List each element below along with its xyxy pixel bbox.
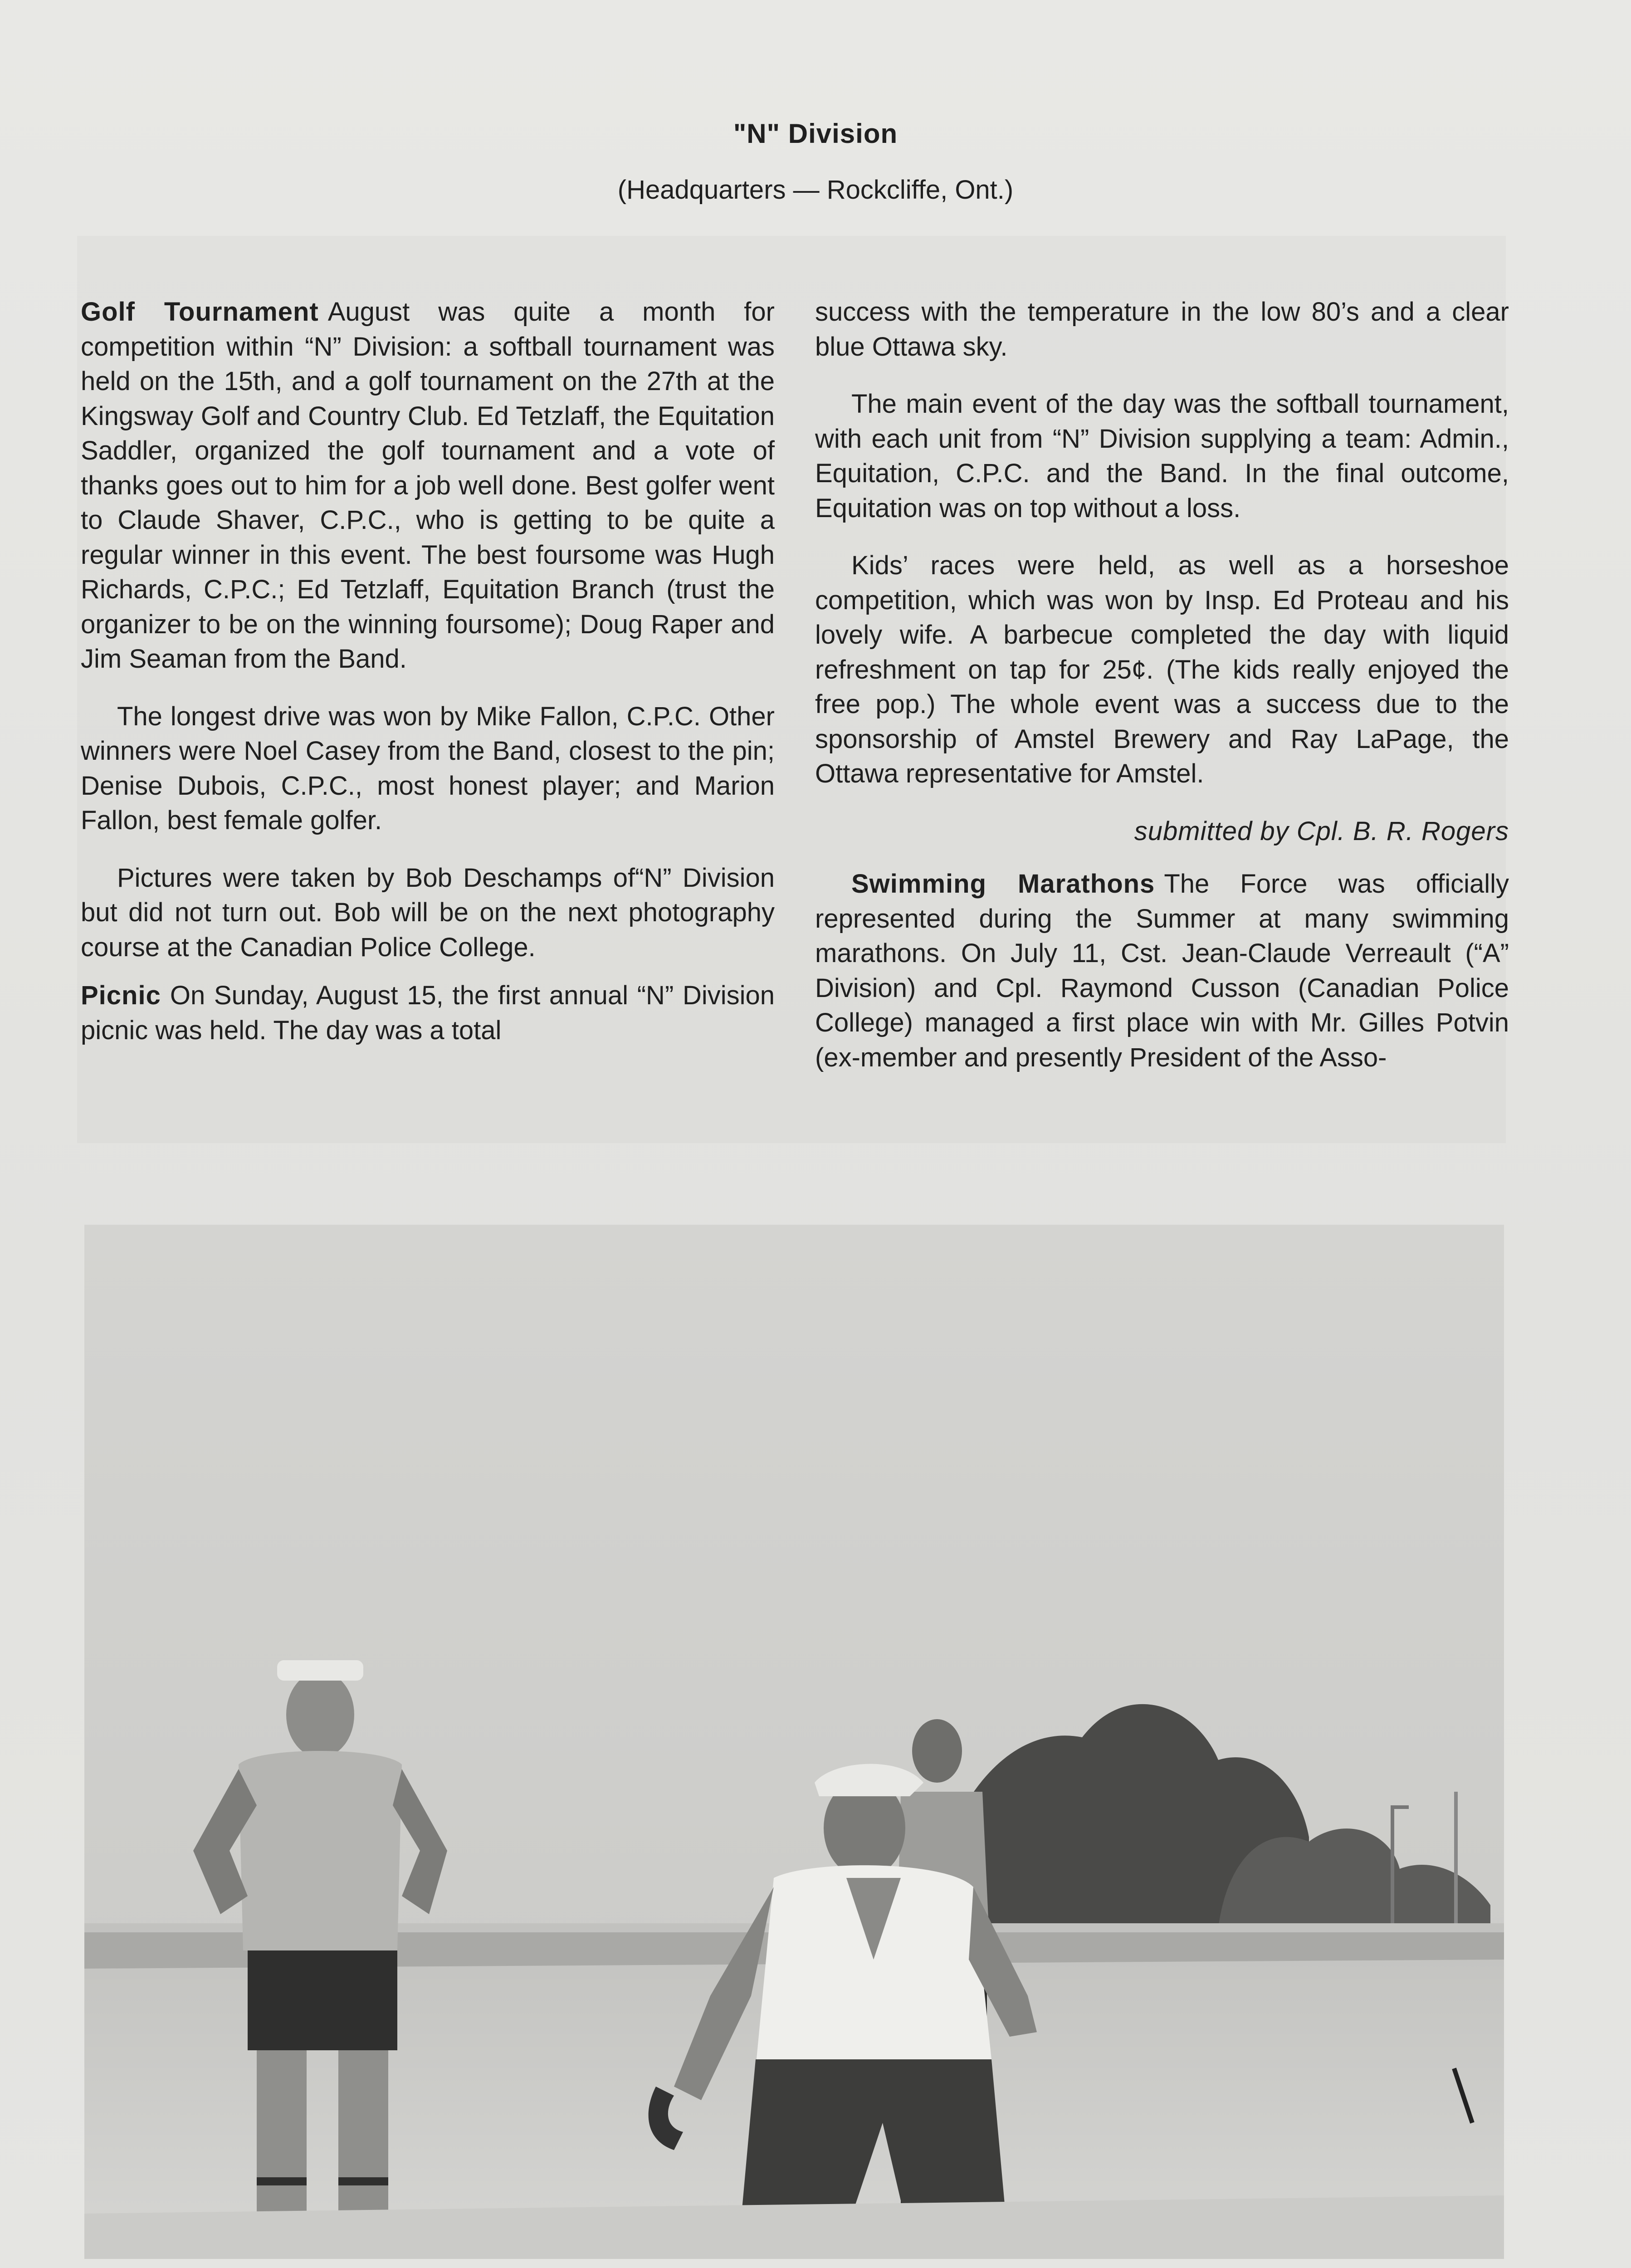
picnic-paragraph-3: Kids’ races were held, as well as a horseshoe competition, which was won by Insp. Ed Proteau and his lovely wife. A barbecue completed the day with liquid refreshment on tap for 25¢. (The kids really enjoyed the free pop.) The whole event was a success due to the sponsorship of Amstel Brewery and Ray LaPage, the Ottawa representative for Amstel. [815, 551, 1509, 788]
golf-paragraph-1 [81, 295, 775, 677]
right-column [815, 295, 1509, 1098]
picnic-heading: Picnic [81, 981, 161, 1010]
photo-pole-arm [1391, 1805, 1409, 1809]
page-title: "N" Division [733, 118, 898, 149]
photo-pole-2 [1454, 1792, 1458, 1932]
picnic-paragraph-2: The main event of the day was the softball tournament, with each unit from “N” Division supplying a team: Admin., Equitation, C.P.C. and the Band. In the final outcome, Equitation was on top without a loss. [815, 389, 1509, 523]
swimming-marathons-heading: Swimming Marathons [851, 869, 1155, 899]
swimming-paragraph-1 [815, 867, 1509, 1075]
author-signature: submitted by Cpl. B. R. Rogers [1134, 816, 1509, 846]
golf-paragraph-2: The longest drive was won by Mike Fallon, C.P.C. Other winners were Noel Casey from the Band, closest to the pin; Denise Dubois, C.P.C., most honest player; and Marion Fallon, best female golfer. [81, 701, 775, 835]
page-subtitle: (Headquarters — Rockcliffe, Ont.) [617, 175, 1014, 205]
left-column [81, 295, 775, 1070]
golf-paragraph-1-text: August was quite a month for competition within “N” Division: a softball tournament was held on the 15th, and a golf tournament on the 27th at the Kingsway Golf and Country Club. Ed Tetzlaff, the Equitation Saddler, organized the golf tournament and a vote of thanks goes out to him for a job well done. Best golfer went to Claude Shaver, C.P.C., who is getting to be quite a regular winner in this event. The best foursome was Hugh Richards, C.P.C.; Ed Tetzlaff, Equitation Branch (trust the organizer to be on the winning foursome); Doug Raper and Jim Seaman from the Band. [81, 297, 775, 674]
photo-pole [1391, 1805, 1394, 1932]
swimming-paragraph-1-text: The Force was officially represented during the Summer at many swimming marathons. On July 11, Cst. Jean-Claude Verreault (“A” Division) and Cpl. Raymond Cusson (Canadian Police College) managed a first place win with Mr. Gilles Potvin (ex-member and presently President of the Asso- [815, 869, 1509, 1072]
golf-paragraph-3: Pictures were taken by Bob Deschamps of“N” Division but did not turn out. Bob will be on the next photography course at the Canadian Police College. [81, 863, 775, 962]
picnic-paragraph-1 [81, 978, 775, 1048]
horseshoe-competition-photo [84, 1225, 1504, 2259]
golf-tournament-heading: Golf Tournament [81, 297, 319, 327]
photo-illustration [84, 1225, 1504, 2259]
picnic-paragraph-1-continued: success with the temperature in the low 80’s and a clear blue Ottawa sky. [815, 297, 1509, 362]
picnic-paragraph-1-text: On Sunday, August 15, the first annual “N” Division picnic was held. The day was a total [81, 981, 775, 1045]
